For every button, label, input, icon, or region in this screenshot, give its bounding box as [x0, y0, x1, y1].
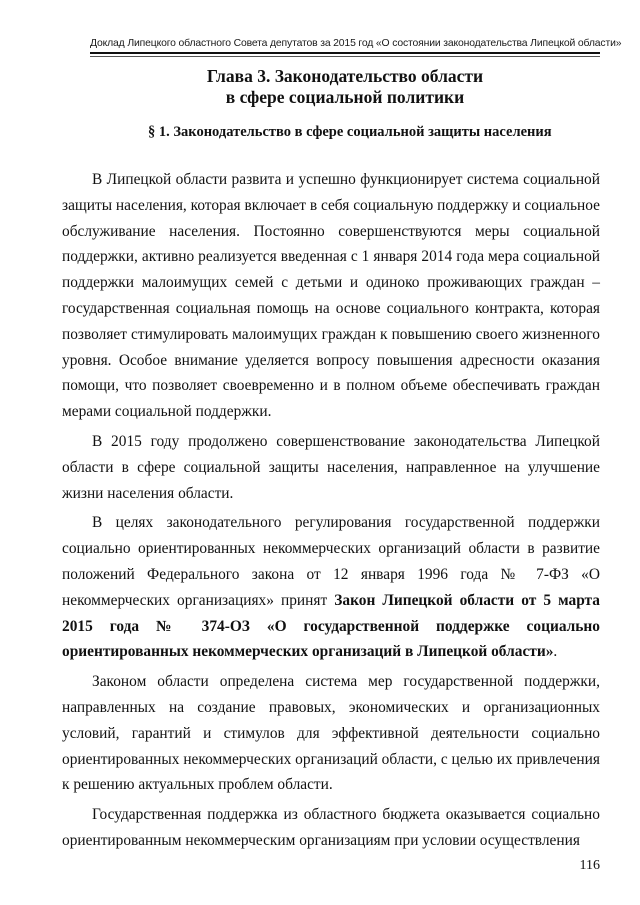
- law-title: Закон Липецкой области от 5 марта 2015 года № 374-ОЗ «О государственной поддержке социально ориентированных некоммерческих организаций в Липецкой области»: [62, 591, 600, 661]
- chapter-title-line-1: Глава 3. Законодательство области: [206, 66, 484, 86]
- chapter-title-line-2: в сфере социальной политики: [225, 87, 465, 107]
- header-rule-secondary: [90, 56, 600, 57]
- section-title: § 1. Законодательство в сфере социальной защиты населения: [148, 124, 552, 140]
- page-number: 116: [579, 858, 600, 873]
- paragraph-3-text: В целях законодательного регулирования государственной поддержки социально ориентированных некоммерческих организаций области в развитие положений Федерального закона от 12 января 1996 года № 7-ФЗ «О некоммерческих организациях» принят: [62, 514, 600, 609]
- paragraph-3: [62, 510, 600, 665]
- chapter-title: [90, 66, 600, 108]
- paragraph-1: В Липецкой области развита и успешно функционирует система социальной защиты населения, которая включает в себя социальную поддержку и социальное обслуживание населения. Постоянно совершенствуются меры социальной поддержки, активно реализуется введенная с 1 января 2014 года мера социальной поддержки малоимущих семей с детьми и одиноко проживающих граждан – государственная социальная помощь на основе социального контракта, которая позволяет стимулировать малоимущих граждан к повышению своего жизненного уровня. Особое внимание уделяется вопросу повышения адресности оказания помощи, что позволяет своевременно и в полном объеме обеспечивать граждан мерами социальной поддержки.: [62, 171, 600, 421]
- running-header: Доклад Липецкого областного Совета депутатов за 2015 год «О состоянии законодательства Липецкой области»: [90, 38, 622, 49]
- paragraph-5: Государственная поддержка из областного бюджета оказывается социально ориентированным некоммерческим организациям при условии осуществления: [62, 806, 600, 849]
- body-text: [62, 167, 600, 858]
- paragraph-2: В 2015 году продолжено совершенствование законодательства Липецкой области в сфере социальной защиты населения, направленное на улучшение жизни населения области.: [62, 432, 600, 502]
- header-rule: [90, 52, 600, 54]
- paragraph-3-end: .: [553, 643, 558, 661]
- paragraph-4: Законом области определена система мер государственной поддержки, направленных на создание правовых, экономических и организационных условий, гарантий и стимулов для эффективной деятельности социально ориентированных некоммерческих организаций области, с целью их привлечения к решению актуальных проблем области.: [62, 673, 600, 794]
